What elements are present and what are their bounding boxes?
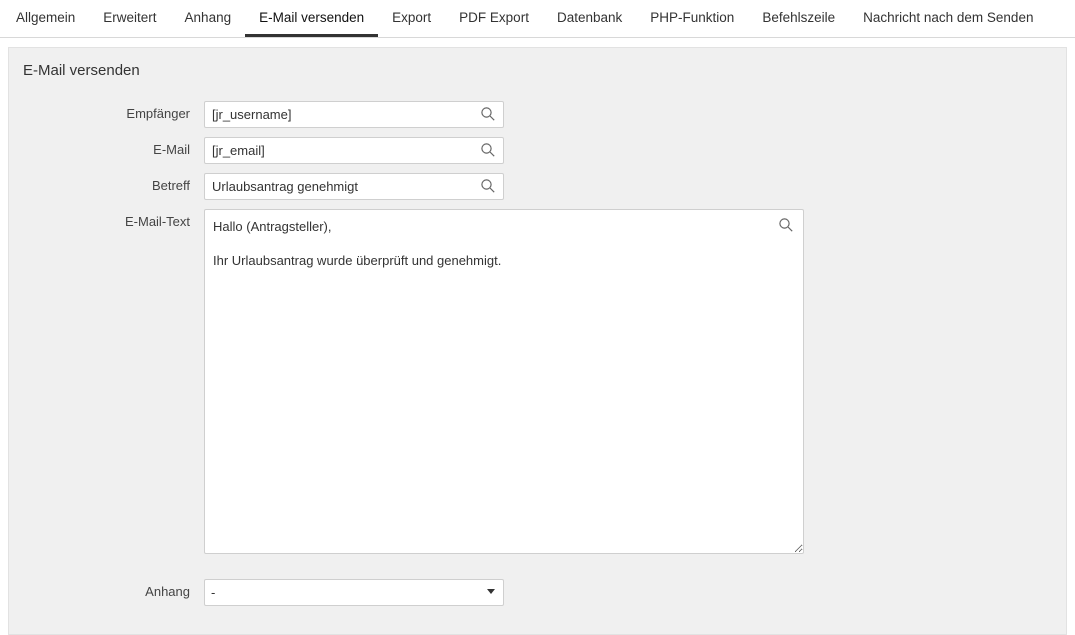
- subject-input[interactable]: [204, 173, 504, 200]
- tab-e-mail-versenden[interactable]: [245, 0, 378, 37]
- form-row-email: [9, 137, 1066, 164]
- tab-label: Befehlszeile: [762, 9, 836, 25]
- tab-nachricht-nach-dem-senden[interactable]: [849, 0, 1047, 37]
- tab-label: E-Mail versenden: [259, 9, 365, 25]
- tab-label: Anhang: [184, 9, 232, 25]
- tab-label: PHP-Funktion: [650, 9, 735, 25]
- field-recipient: [204, 101, 504, 128]
- label-attachment: Anhang: [145, 584, 190, 599]
- tab-pdf-export[interactable]: [445, 0, 543, 37]
- field-attachment: [204, 579, 504, 606]
- tab-label: Allgemein: [16, 9, 76, 25]
- recipient-input[interactable]: [204, 101, 504, 128]
- tab-anhang[interactable]: [171, 0, 246, 37]
- tab-label: PDF Export: [459, 9, 529, 25]
- field-email: [204, 137, 504, 164]
- panel-wrapper: [0, 38, 1075, 635]
- body-textarea[interactable]: [204, 209, 804, 554]
- tab-datenbank[interactable]: [543, 0, 636, 37]
- tab-php-funktion[interactable]: [636, 0, 748, 37]
- field-subject: [204, 173, 504, 200]
- label-body: E-Mail-Text: [124, 214, 190, 229]
- tab-label: Nachricht nach dem Senden: [863, 9, 1034, 25]
- form-row-attachment: [9, 579, 1066, 606]
- page-title: E-Mail versenden: [23, 62, 140, 79]
- attachment-select[interactable]: [204, 579, 504, 606]
- label-recipient: Empfänger: [126, 106, 190, 121]
- tab-label: Export: [392, 9, 432, 25]
- tab-allgemein[interactable]: [2, 0, 89, 37]
- label-email: E-Mail: [153, 142, 190, 157]
- email-input[interactable]: [204, 137, 504, 164]
- form-row-body: [9, 209, 1066, 557]
- label-subject: Betreff: [151, 178, 190, 193]
- email-settings-panel: [8, 47, 1067, 635]
- field-body: [204, 209, 804, 557]
- tab-label: Datenbank: [556, 9, 623, 25]
- tab-export[interactable]: [378, 0, 445, 37]
- tab-befehlszeile[interactable]: [748, 0, 849, 37]
- tab-label: Erweitert: [103, 9, 157, 25]
- form-row-recipient: [9, 101, 1066, 128]
- form-row-subject: [9, 173, 1066, 200]
- tab-erweitert[interactable]: [89, 0, 170, 37]
- tab-bar: [0, 0, 1075, 38]
